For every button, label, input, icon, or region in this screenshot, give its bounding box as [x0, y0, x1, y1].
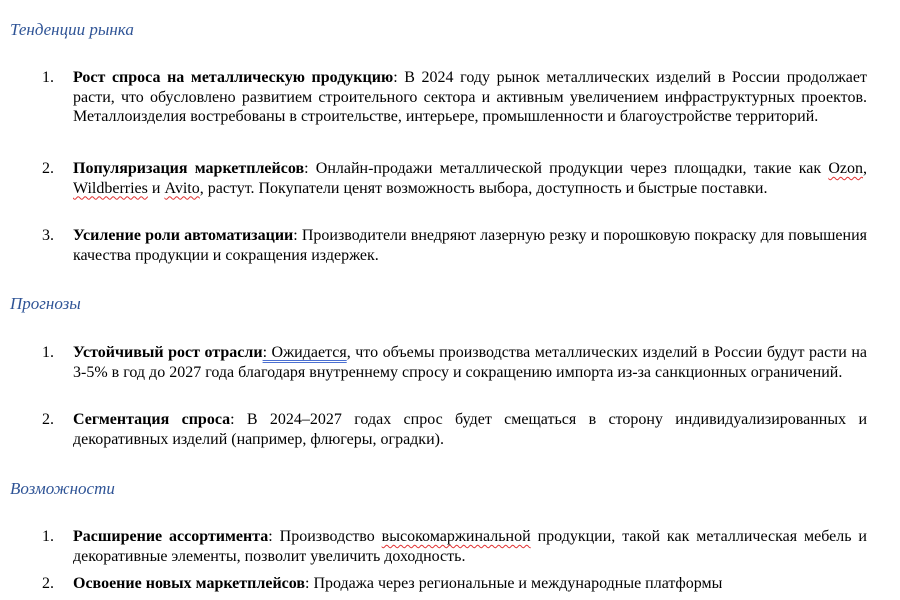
list-item-text [73, 527, 867, 566]
separator: и [147, 179, 165, 197]
list-item-text [73, 226, 867, 265]
list-item [42, 226, 867, 265]
list-item [42, 527, 867, 566]
list-item-body: : В 2024 году рынок металлических изделий в России продолжает расти, что обусловлено развитием строительного сектора и активным увеличением инфраструктурных проектов. Металлоизделия востребованы в строительстве, интерьере, промышленности и благоустройстве территорий. [73, 69, 867, 125]
spell-marked-word[interactable]: Avito [164, 179, 200, 197]
list-number: 1. [42, 344, 54, 361]
list-item-body: : Производители внедряют лазерную резку и порошковую покраску для повышения качества продукции и сокращения издержек. [73, 227, 867, 264]
list-item [42, 159, 867, 198]
list-item-title: Усиление роли автоматизации [73, 227, 294, 244]
list-item-title: Расширение ассортимента [73, 528, 269, 545]
spell-marked-word[interactable]: высокомаржинальной [381, 528, 531, 545]
list-item [42, 68, 867, 127]
list-item-title: Сегментация спроса [73, 411, 231, 428]
section-heading-forecasts: Прогнозы [10, 294, 81, 313]
list-number: 1. [42, 528, 54, 545]
section-heading-opportunities: Возможности [10, 479, 115, 498]
list-item-body: : Онлайн-продажи металлической продукции через площадки, такие как [304, 160, 829, 177]
list-item-text [73, 343, 867, 382]
list-item-text [73, 159, 867, 198]
list-item-title: Освоение новых маркетплейсов [73, 575, 305, 592]
list-item-body: , растут. Покупатели ценят возможность выбора, доступность и быстрые поставки. [199, 179, 768, 197]
list-item-body: , что объемы производства металлических изделий в России будут расти на 3-5% в год до 2027 года благодаря внутреннему спросу и сокращению импорта из-за санкционных ограничений. [73, 344, 868, 381]
grammar-marked-text[interactable]: : Ожидается [262, 344, 347, 361]
list-number: 2. [42, 160, 54, 177]
list-item-title: Популяризация маркетплейсов [73, 160, 305, 177]
list-item-body: : Производство [268, 528, 382, 545]
list-item-text [73, 68, 867, 127]
section-heading-trends: Тенденции рынка [10, 20, 134, 39]
list-item [42, 410, 867, 449]
separator: , [863, 160, 867, 177]
spell-marked-word[interactable]: Wildberries [73, 179, 148, 197]
list-item [42, 574, 867, 594]
list-item-title: Рост спроса на металлическую продукцию [73, 69, 394, 86]
list-number: 2. [42, 411, 54, 428]
list-item-title: Устойчивый рост отрасли [73, 344, 263, 361]
list-item-body: : Продажа через региональные и международные платформы [305, 575, 723, 592]
list-item-text [73, 410, 867, 449]
list-number: 3. [42, 227, 54, 244]
list-number: 1. [42, 69, 54, 86]
spell-marked-word[interactable]: Ozon [828, 160, 863, 177]
list-number: 2. [42, 575, 54, 592]
list-item-body: : В 2024–2027 годах спрос будет смещаться в сторону индивидуализированных и декоративных изделий (например, флюгеры, оградки). [73, 411, 868, 448]
list-item-text [73, 574, 867, 594]
list-item-body: продукции, такой как металлическая мебель и декоративные элементы, позволит увеличить доходность. [73, 528, 867, 565]
list-item [42, 343, 867, 382]
